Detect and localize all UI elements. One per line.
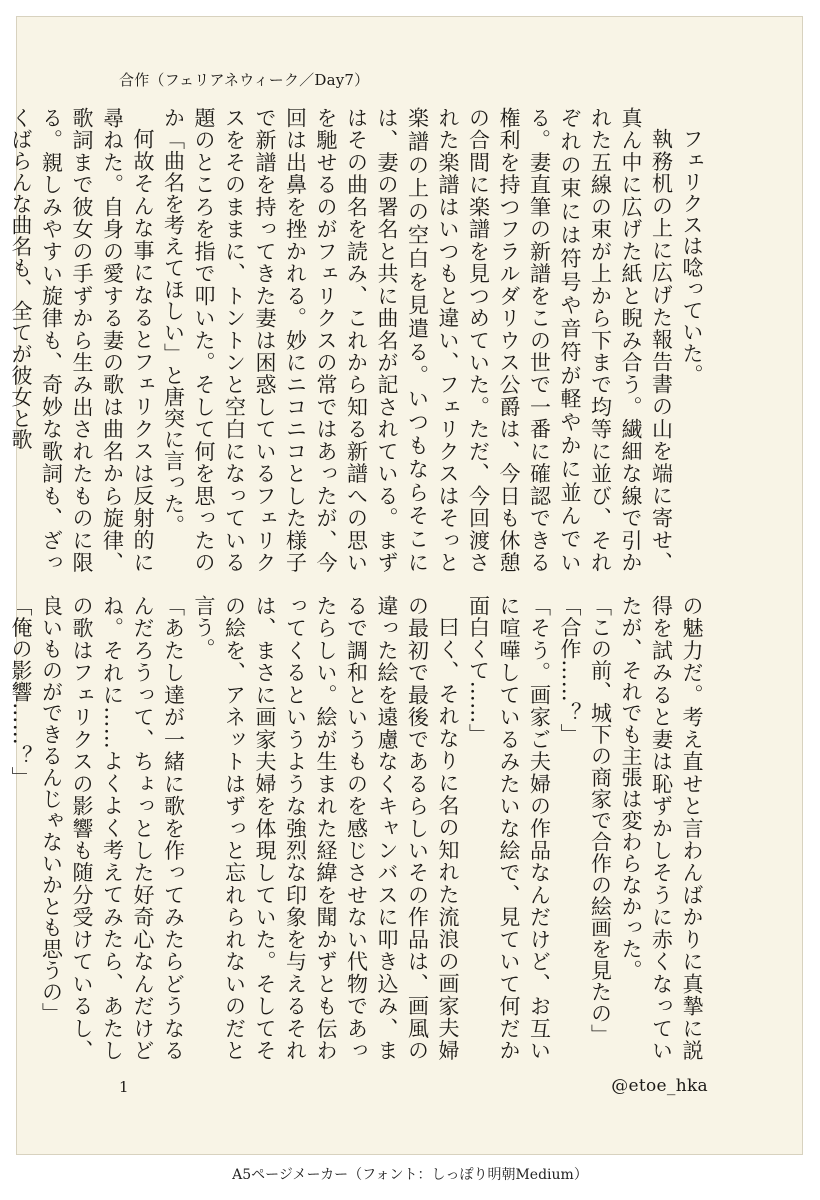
paragraph: 何故そんな事になるとフェリクスは反射的に尋ねた。自身の愛する妻の歌は曲名から旋律、歌詞まで彼女の手ずから生み出されたものに限る。親しみやすい旋律も、奇妙な歌詞も、ざっくばらんな曲名も、全てが彼女と歌 — [9, 107, 155, 573]
paragraph: フェリクスは唸っていた。 — [680, 128, 704, 386]
paragraph: 曰く、それなりに名の知れた流浪の画家夫婦の最初で最後であるらしいその作品は、画風の違った絵を遠慮なくキャンバスに叩き込み、まるで調和というものを感じさせない代物であったらしい。絵が生まれた経緯を聞かずとも伝わってくるというような強烈な印象を与えるそれは、まさに画家夫婦を体現していた。そしてその絵を、アネットはずっと忘れられないのだと言う。 — [192, 595, 460, 1061]
dialogue-line: 「そう。画家ご夫婦の作品なんだけど、お互いに喧嘩しているみたいな絵で、見ていて何だか面白くて……」 — [466, 595, 552, 1061]
dialogue-line: 「合作……？」 — [558, 595, 582, 746]
generator-credit: A5ページメーカー（フォント：しっぽり明朝Medium） — [232, 1167, 588, 1183]
dialogue-line: 「俺の影響……？」 — [9, 595, 33, 789]
dialogue-line: 「あたし達が一緒に歌を作ってみたらどうなるんだろうって、ちょっとした好奇心なんだけどね。それに……よくよく考えてみたら、あたしの歌はフェリクスの影響も随分受けているし、良いものができるんじゃないかとも思うの」 — [39, 595, 186, 1061]
author-handle: @etoe_hka — [611, 1076, 708, 1096]
lower-text-block — [9, 595, 707, 1061]
page-title: 合作（フェリアネウィーク／Day7） — [119, 71, 370, 89]
upper-text-block — [9, 107, 707, 573]
paragraph: 執務机の上に広げた報告書の山を端に寄せ、真ん中に広げた紙と睨み合う。繊細な線で引かれた五線の束が上から下まで均等に並び、それぞれの束には符号や音符が軽やかに並んでいる。妻直筆の新譜をこの世で一番に確認できる権利を持つフラルダリウス公爵は、今日も休憩の合間に楽譜を見つめていた。ただ、今回渡された楽譜はいつもと違い、フェリクスはそっと楽譜の上の空白を見遣る。いつもならそこには、妻の署名と共に曲名が記されている。まずはその曲名を読み、これから知る新譜への思いを馳せるのがフェリクスの常ではあったが、今回は出鼻を挫かれる。妙にニコニコとした様子で新譜を持ってきた妻は困惑しているフェリクスをそのままに、トントンと空白になっている題のところを指で叩いた。そして何を思ったのか「曲名を考えてほしい」と唐突に言った。 — [161, 107, 674, 573]
paragraph: の魅力だ。考え直せと言わんばかりに真摯に説得を試みると妻は恥ずかしそうに赤くなっていたが、それでも主張は変わらなかった。 — [619, 595, 704, 1061]
dialogue-line: 「この前、城下の商家で合作の絵画を見たの」 — [588, 595, 613, 1046]
page-number: 1 — [119, 1078, 129, 1096]
manuscript-page — [9, 16, 803, 1155]
